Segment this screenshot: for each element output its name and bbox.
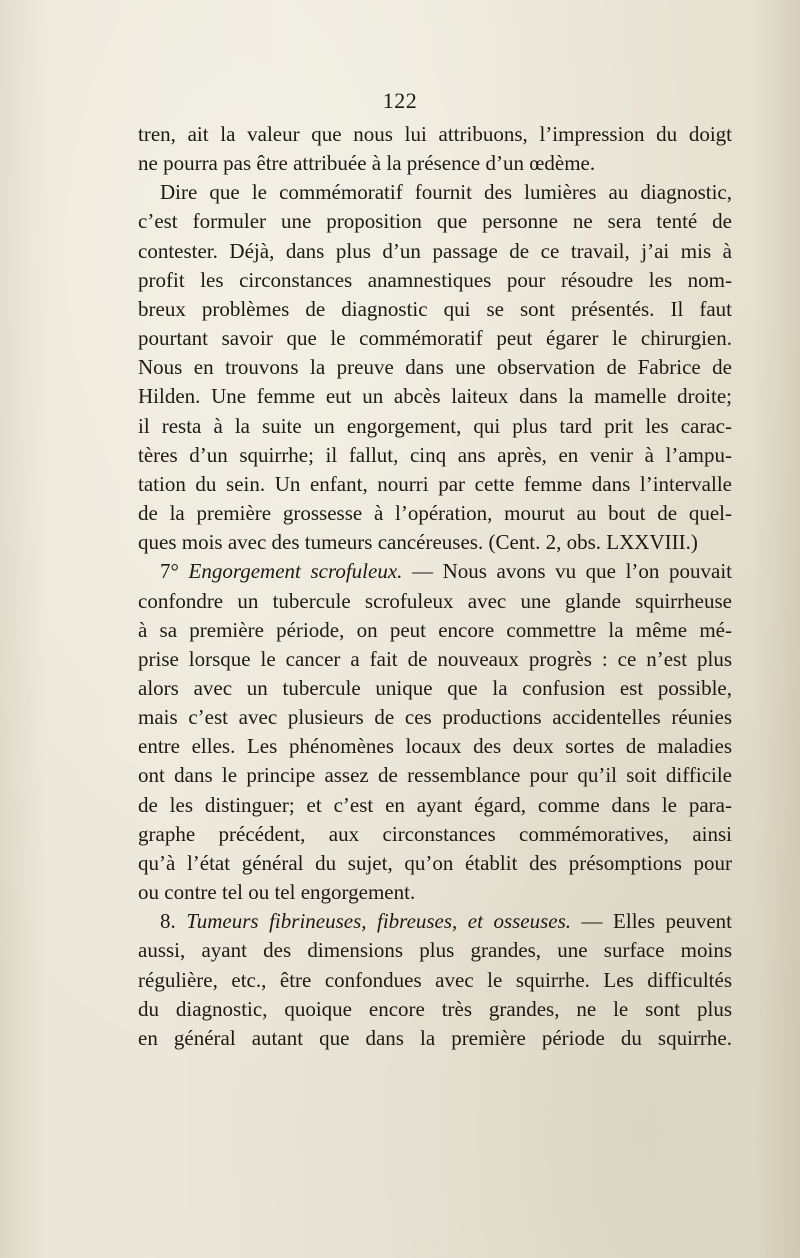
line-text: contester. Déjà, dans plus d’un passage de ce travail, j’ai mis à	[138, 238, 732, 263]
text-line	[138, 616, 732, 645]
line-text: à sa première période, on peut encore commettre la même mé-	[138, 617, 732, 642]
line-text: — Nous avons vu que l’on pouvait	[402, 559, 732, 584]
text-line	[138, 966, 732, 995]
section-heading: Tumeurs fibrineuses, fibreuses, et osseuses.	[186, 909, 572, 934]
text-line	[138, 995, 732, 1024]
text-line	[138, 791, 732, 820]
text-line	[138, 382, 732, 411]
line-text: ne pourra pas être attribuée à la présence d’un œdème.	[138, 151, 596, 176]
text-line	[138, 237, 732, 266]
line-text: aussi, ayant des dimensions plus grandes, une surface moins	[138, 938, 732, 963]
line-text: entre elles. Les phénomènes locaux des deux sortes de maladies	[138, 734, 732, 759]
line-text: du diagnostic, quoique encore très grandes, ne le sont plus	[138, 996, 732, 1021]
line-text: en général autant que dans la première période du squirrhe.	[138, 1025, 732, 1050]
line-text: tation du sein. Un enfant, nourri par cette femme dans l’intervalle	[138, 471, 732, 496]
text-line	[138, 324, 732, 353]
text-line	[138, 645, 732, 674]
line-text: graphe précédent, aux circonstances commémoratives, ainsi	[138, 821, 732, 846]
text-line	[138, 207, 732, 236]
text-line	[138, 353, 732, 382]
section-number: 8.	[160, 909, 187, 934]
text-line	[138, 1024, 732, 1053]
text-line	[138, 441, 732, 470]
line-text: de les distinguer; et c’est en ayant égard, comme dans le para-	[138, 792, 732, 817]
text-line	[138, 761, 732, 790]
text-line	[138, 266, 732, 295]
text-line	[138, 295, 732, 324]
body-text	[138, 120, 732, 1053]
section-number: 7°	[160, 559, 189, 584]
line-text: Nous en trouvons la preuve dans une observation de Fabrice de	[138, 355, 732, 380]
text-line	[138, 936, 732, 965]
line-text: profit les circonstances anamnestiques pour résoudre les nom-	[138, 267, 732, 292]
text-line	[138, 820, 732, 849]
line-text: alors avec un tubercule unique que la confusion est possible,	[138, 675, 732, 700]
line-text: prise lorsque le cancer a fait de nouveaux progrès : ce n’est plus	[138, 646, 732, 671]
line-text: Hilden. Une femme eut un abcès laiteux dans la mamelle droite;	[138, 384, 732, 409]
text-line	[138, 470, 732, 499]
line-text: de la première grossesse à l’opération, mourut au bout de quel-	[138, 501, 732, 526]
line-text: breux problèmes de diagnostic qui se sont présentés. Il faut	[138, 296, 732, 321]
text-line	[138, 587, 732, 616]
text-line	[138, 878, 732, 907]
text-line	[138, 849, 732, 878]
text-line	[138, 528, 732, 557]
line-text: — Elles peuvent	[571, 909, 733, 934]
text-line	[138, 499, 732, 528]
line-text: qu’à l’état général du sujet, qu’on établit des présomptions pour	[138, 850, 732, 875]
line-text: confondre un tubercule scrofuleux avec une glande squirrheuse	[138, 588, 732, 613]
text-line	[138, 557, 732, 586]
line-text: il resta à la suite un engorgement, qui plus tard prit les carac-	[138, 413, 732, 438]
text-line	[138, 412, 732, 441]
text-line	[138, 703, 732, 732]
page-number: 122	[382, 88, 418, 113]
line-text: tères d’un squirrhe; il fallut, cinq ans après, en venir à l’ampu-	[138, 442, 732, 467]
text-line	[138, 120, 732, 149]
line-text: pourtant savoir que le commémoratif peut égarer le chirurgien.	[138, 326, 732, 351]
text-line	[138, 149, 732, 178]
text-line	[138, 732, 732, 761]
line-text: ont dans le principe assez de ressemblance pour qu’il soit difficile	[138, 763, 732, 788]
line-text: ques mois avec des tumeurs cancéreuses. (Cent. 2, obs. LXXVIII.)	[138, 530, 698, 555]
section-heading: Engorgement scrofuleux.	[188, 559, 403, 584]
line-text: ou contre tel ou tel engorgement.	[138, 880, 416, 905]
text-line	[138, 178, 732, 207]
text-line	[138, 674, 732, 703]
line-text: c’est formuler une proposition que personne ne sera tenté de	[138, 209, 732, 234]
line-text: mais c’est avec plusieurs de ces productions accidentelles réunies	[138, 705, 732, 730]
line-text: Dire que le commémoratif fournit des lumières au diagnostic,	[160, 180, 732, 205]
text-line	[138, 907, 732, 936]
line-text: tren, ait la valeur que nous lui attribuons, l’impression du doigt	[138, 122, 732, 146]
line-text: régulière, etc., être confondues avec le squirrhe. Les difficultés	[138, 967, 732, 992]
